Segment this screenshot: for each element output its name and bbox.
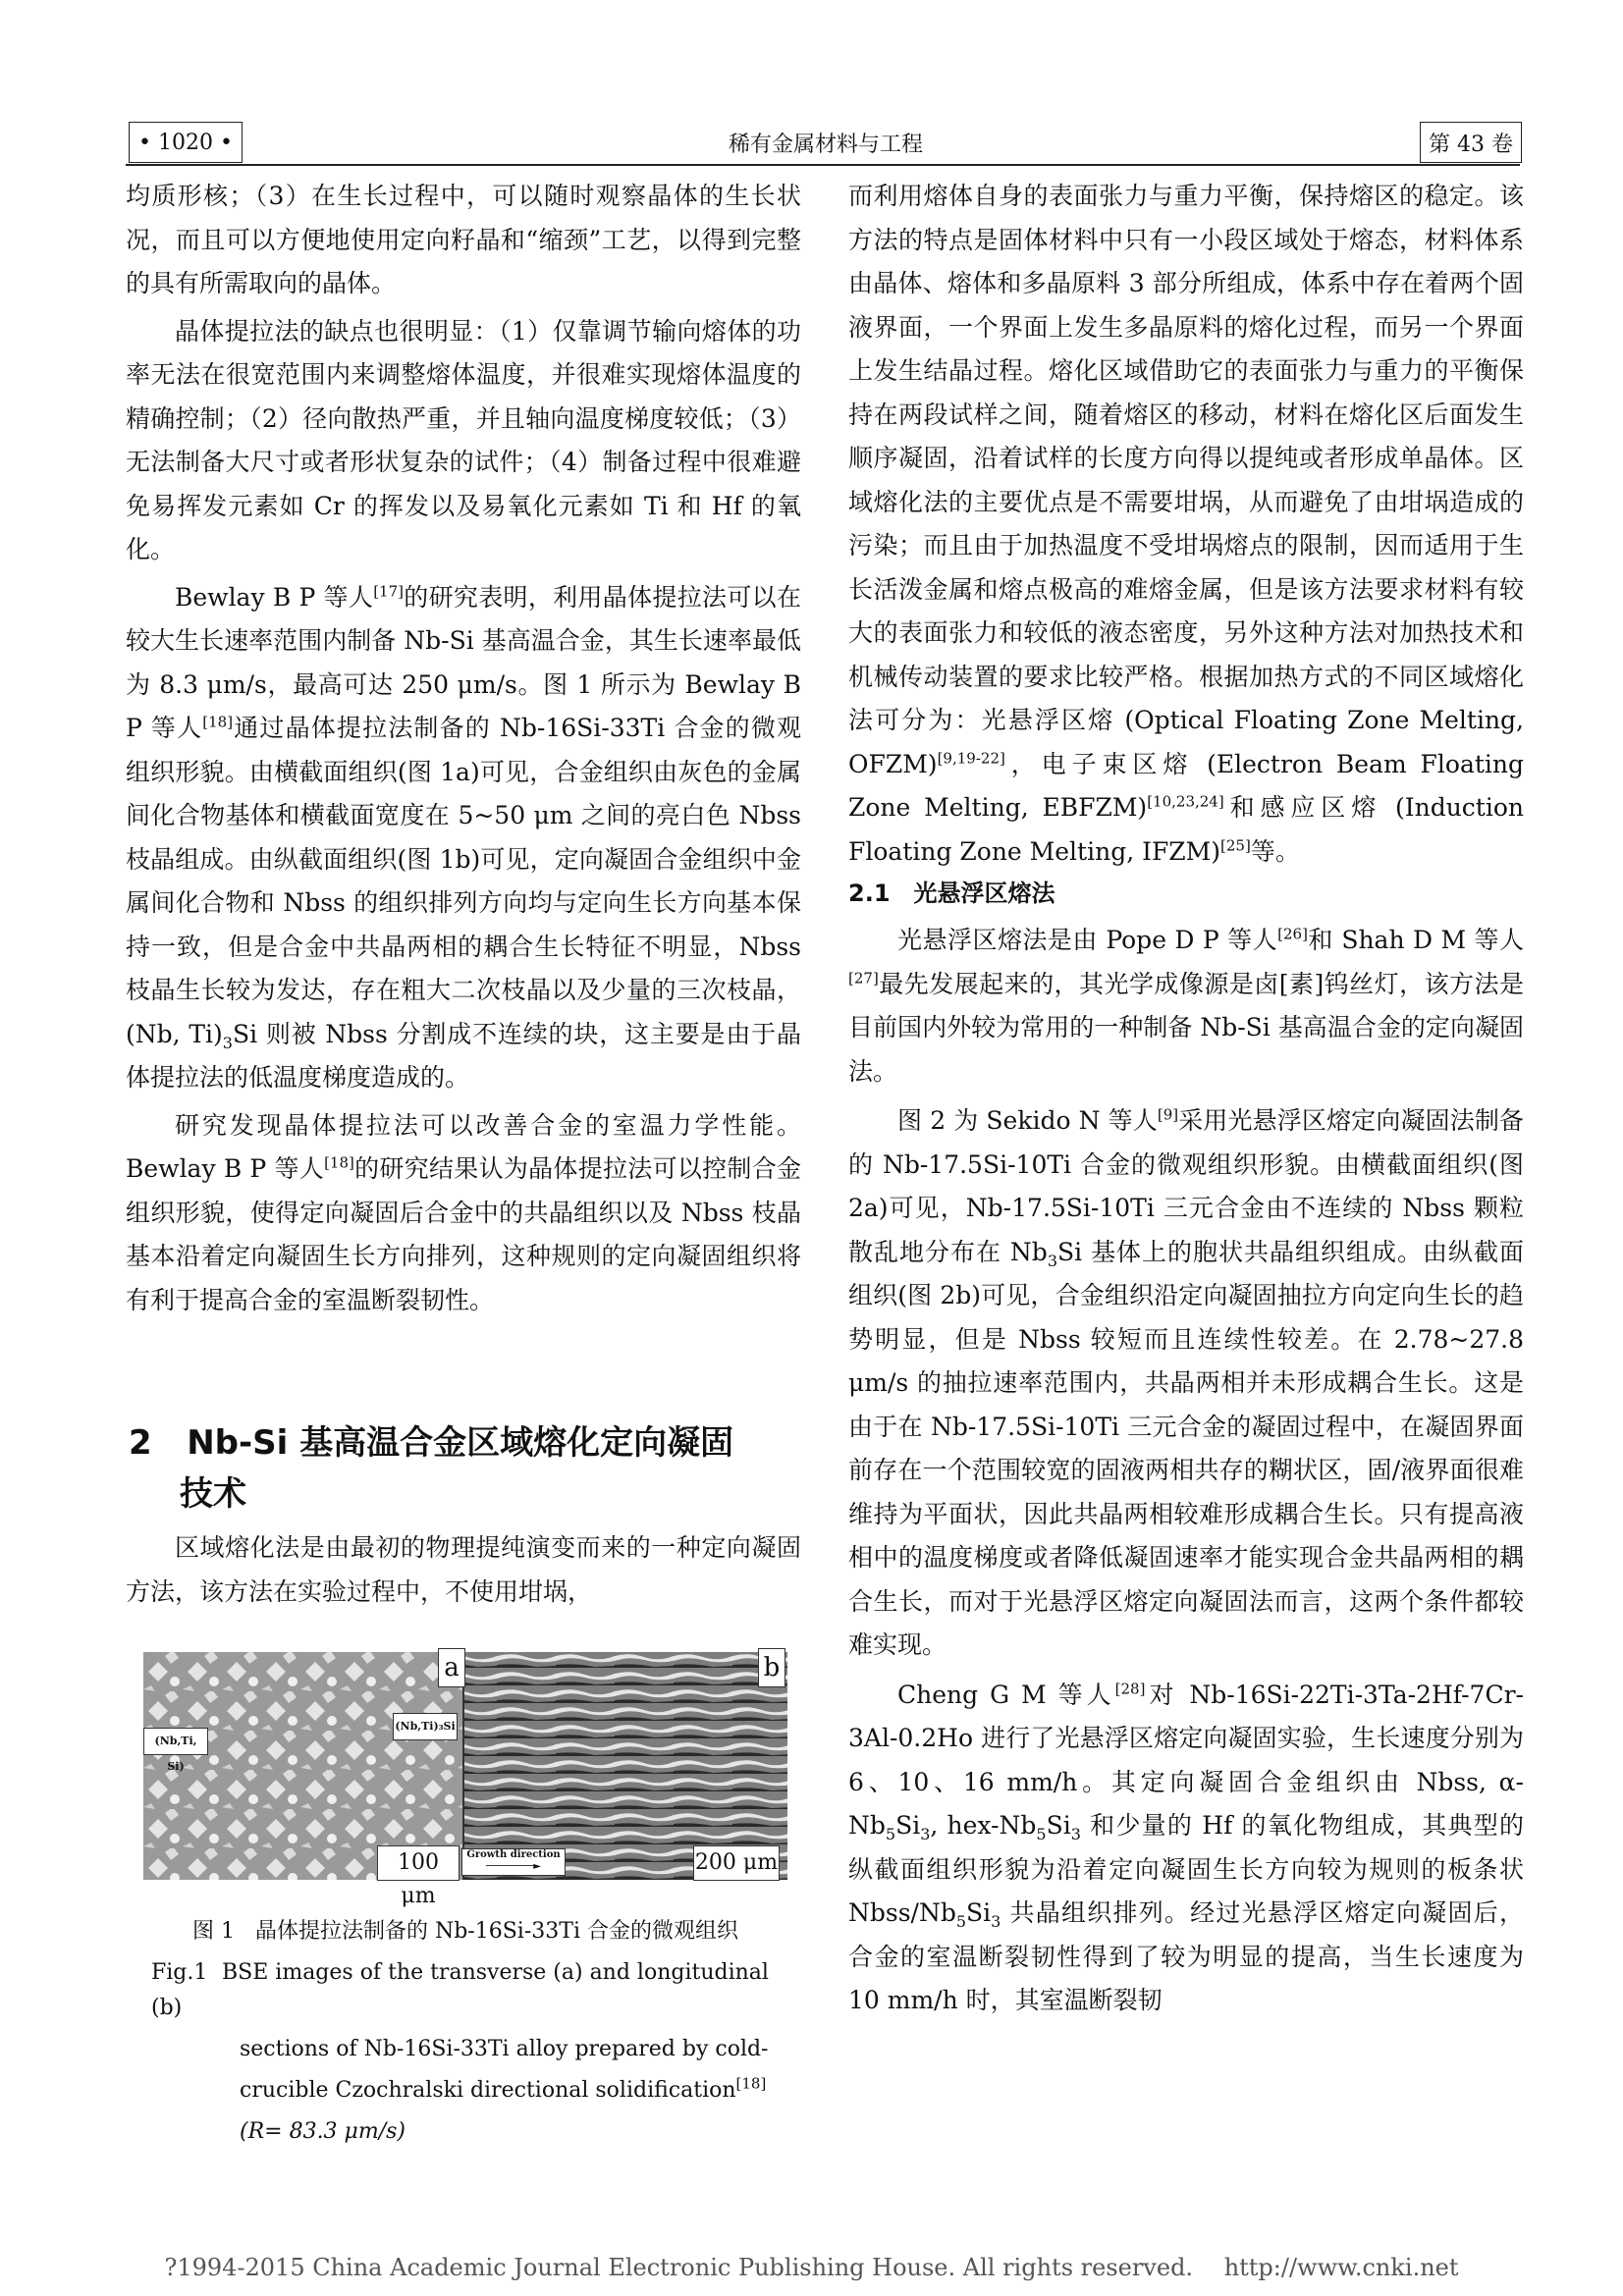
figure-1-image xyxy=(143,1652,787,1880)
section-title: Nb-Si 基高温合金区域熔化定向凝固 xyxy=(187,1423,734,1463)
figure-label-a: a xyxy=(438,1648,465,1687)
caption-en: Fig.1 BSE images of the transverse (a) and longitudinal (b) xyxy=(151,1960,769,2020)
section-number: 2 xyxy=(129,1423,152,1463)
figure-label-b: b xyxy=(758,1648,785,1687)
citation: [9] xyxy=(1157,1105,1179,1124)
copyright-footer: ?1994-2015 China Academic Journal Electronic Publishing House. All rights reserved. http://www.cnki.net xyxy=(164,2254,1459,2281)
phase-label: (Nb,Ti, Si) xyxy=(143,1728,208,1755)
left-column xyxy=(126,175,801,1322)
growth-direction-label: Growth direction ────────► xyxy=(461,1848,566,1876)
caption-en: sections of Nb-16Si-33Ti alloy prepared by cold- xyxy=(240,2037,769,2061)
citation: [26] xyxy=(1277,925,1308,943)
paragraph: 晶体提拉法的缺点也很明显：（1）仅靠调节输向熔体的功率无法在很宽范围内来调整熔体温度，并很难实现熔体温度的精确控制；（2）径向散热严重，并且轴向温度梯度较低；（3）无法制备大尺寸或者形状复杂的试件；（4）制备过程中很难避免易挥发元素如 Cr 的挥发以及易氧化元素如 Ti 和 Hf 的氧化。 xyxy=(126,316,801,563)
subsection-heading: 2.1 光悬浮区熔法 xyxy=(848,880,1055,907)
page-number: • 1020 • xyxy=(129,122,243,163)
scale-bar-b: 200 μm xyxy=(693,1845,780,1881)
scale-bar-a: 100 μm xyxy=(377,1845,460,1881)
citation: [18] xyxy=(324,1153,354,1172)
journal-title: 稀有金属材料与工程 xyxy=(728,132,923,157)
paragraph: Cheng G M 等人[28]对 Nb-16Si-22Ti-3Ta-2Hf-7Cr-3Al-0.2Ho 进行了光悬浮区熔定向凝固实验，生长速度分别为 6、10、16 mm/h。其定向凝固合金组织由 Nbss, $\alpha-Nb_5Si_3$, hex-$Nb_5Si_3$ 和少量的 Hf 的氧化物组成，其典型的纵截面组织形貌为沿着定向凝固生长方向较为规则的板条状 Nbss/$Nb_5Si_3$ 共晶组织排列。经过光悬浮区熔定向凝固后，合金的室温断裂韧性得到了较为明显的提高，当生长速度为 10 mm/h 时，其室温断裂韧 xyxy=(848,1680,1524,2014)
right-column xyxy=(848,175,1524,2023)
citation: [10,23,24] xyxy=(1147,792,1224,811)
caption-en: crucible Czochralski directional solidification[18] xyxy=(240,2074,767,2103)
phase-label: (Nb,Ti)₃Si xyxy=(393,1713,458,1740)
citation: [25] xyxy=(1220,836,1251,855)
section-heading xyxy=(129,1417,808,1520)
header-rule xyxy=(126,164,1520,166)
caption-en: (R= 83.3 μm/s) xyxy=(240,2119,406,2144)
paragraph: 而利用熔体自身的表面张力与重力平衡，保持熔区的稳定。该方法的特点是固体材料中只有一小段区域处于熔态，材料体系由晶体、熔体和多晶原料 3 部分所组成，体系中存在着两个固液界面，一个界面上发生多晶原料的熔化过程，而另一个界面上发生结晶过程。熔化区域借助它的表面张力与重力的平衡保持在两段试样之间，随着熔区的移动，材料在熔化区后面发生顺序凝固，沿着试样的长度方向得以提纯或者形成单晶体。区域熔化法的主要优点是不需要坩埚，从而避免了由坩埚造成的污染；而且由于加热温度不受坩埚熔点的限制，因而适用于生长活泼金属和熔点极高的难熔金属，但是该方法要求材料有较大的表面张力和较低的液态密度，另外这种方法对加热技术和机械传动装置的要求比较严格。根据加热方式的不同区域熔化法可分为：光悬浮区熔 (Optical Floating Zone Melting, OFZM)[9,19-22]，电子束区熔 (Electron Beam Floating Zone Melting, EBFZM)[10,23,24]和感应区熔 (Induction Floating Zone Melting, IFZM)[25]等。 xyxy=(848,182,1524,866)
left-column-lower xyxy=(126,1526,801,1614)
citation: [17] xyxy=(373,582,404,601)
paragraph: 光悬浮区熔法是由 Pope D P 等人[26]和 Shah D M 等人[27]最先发展起来的，其光学成像源是卤[素]钨丝灯，该方法是目前国内外较为常用的一种制备 Nb-Si 基高温合金的定向凝固法。 xyxy=(848,925,1524,1086)
growth-arrow-icon: ────────► xyxy=(486,1861,541,1872)
micrograph-svg xyxy=(143,1652,787,1880)
caption-cn: 图 1 晶体提拉法制备的 Nb-16Si-33Ti 合金的微观组织 xyxy=(192,1919,738,1944)
section-title-cont: 技术 xyxy=(180,1474,246,1514)
citation: [18] xyxy=(735,2074,767,2093)
citation: [9,19-22] xyxy=(937,749,1005,768)
figure-caption xyxy=(151,1914,780,2150)
paragraph: 图 2 为 Sekido N 等人[9]采用光悬浮区熔定向凝固法制备的 Nb-17.5Si-10Ti 合金的微观组织形貌。由横截面组织(图 2a)可见，Nb-17.5Si-10Ti 三元合金由不连续的 Nbss 颗粒散乱地分布在 $Nb_3Si$ 基体上的胞状共晶组织组成。由纵截面组织(图 2b)可见，合金组织沿定向凝固抽拉方向定向生长的趋势明显，但是 Nbss 较短而且连续性较差。在 2.78~27.8 μm/s 的抽拉速率范围内，共晶两相并未形成耦合生长。这是由于在 Nb-17.5Si-10Ti 三元合金的凝固过程中，在凝固界面前存在一个范围较宽的固液两相共存的糊状区，固/液界面很难维持为平面状，因此共晶两相较难形成耦合生长。只有提高液相中的温度梯度或者降低凝固速率才能实现合金共晶两相的耦合生长，而对于光悬浮区熔定向凝固法而言，这两个条件都较难实现。 xyxy=(848,1105,1525,1659)
paragraph: 研究发现晶体提拉法可以改善合金的室温力学性能。Bewlay B P 等人[18]的研究结果认为晶体提拉法可以控制合金组织形貌，使得定向凝固后合金中的共晶组织以及 Nbss 枝晶基本沿着定向凝固生长方向排列，这种规则的定向凝固组织将有利于提高合金的室温断裂韧性。 xyxy=(126,1110,801,1314)
citation: [18] xyxy=(202,713,234,731)
volume-label: 第 43 卷 xyxy=(1420,122,1522,163)
paragraph: 区域熔化法是由最初的物理提纯演变而来的一种定向凝固方法，该方法在实验过程中，不使用坩埚， xyxy=(126,1533,801,1606)
paragraph: Bewlay B P 等人[17]的研究表明，利用晶体提拉法可以在较大生长速率范围内制备 Nb-Si 基高温合金，其生长速率最低为 8.3 μm/s，最高可达 250 μm/s。图 1 所示为 Bewlay B P 等人[18]通过晶体提拉法制备的 Nb-16Si-33Ti 合金的微观组织形貌。由横截面组织(图 1a)可见，合金组织由灰色的金属间化合物基体和横截面宽度在 5~50 μm 之间的亮白色 Nbss 枝晶组成。由纵截面组织(图 1b)可见，定向凝固合金组织中金属间化合物和 Nbss 的组织排列方向均与定向生长方向基本保持一致，但是合金中共晶两相的耦合生长特征不明显，Nbss 枝晶生长较为发达，存在粗大二次枝晶以及少量的三次枝晶，(Nb, $Ti)_3Si$ 则被 Nbss 分割成不连续的块，这主要是由于晶体提拉法的低温度梯度造成的。 xyxy=(126,582,801,1092)
citation: [28] xyxy=(1114,1680,1146,1698)
citation: [27] xyxy=(848,969,879,988)
paragraph: 均质形核；（3）在生长过程中，可以随时观察晶体的生长状况，而且可以方便地使用定向籽晶和“缩颈”工艺，以得到完整的具有所需取向的晶体。 xyxy=(126,182,801,297)
